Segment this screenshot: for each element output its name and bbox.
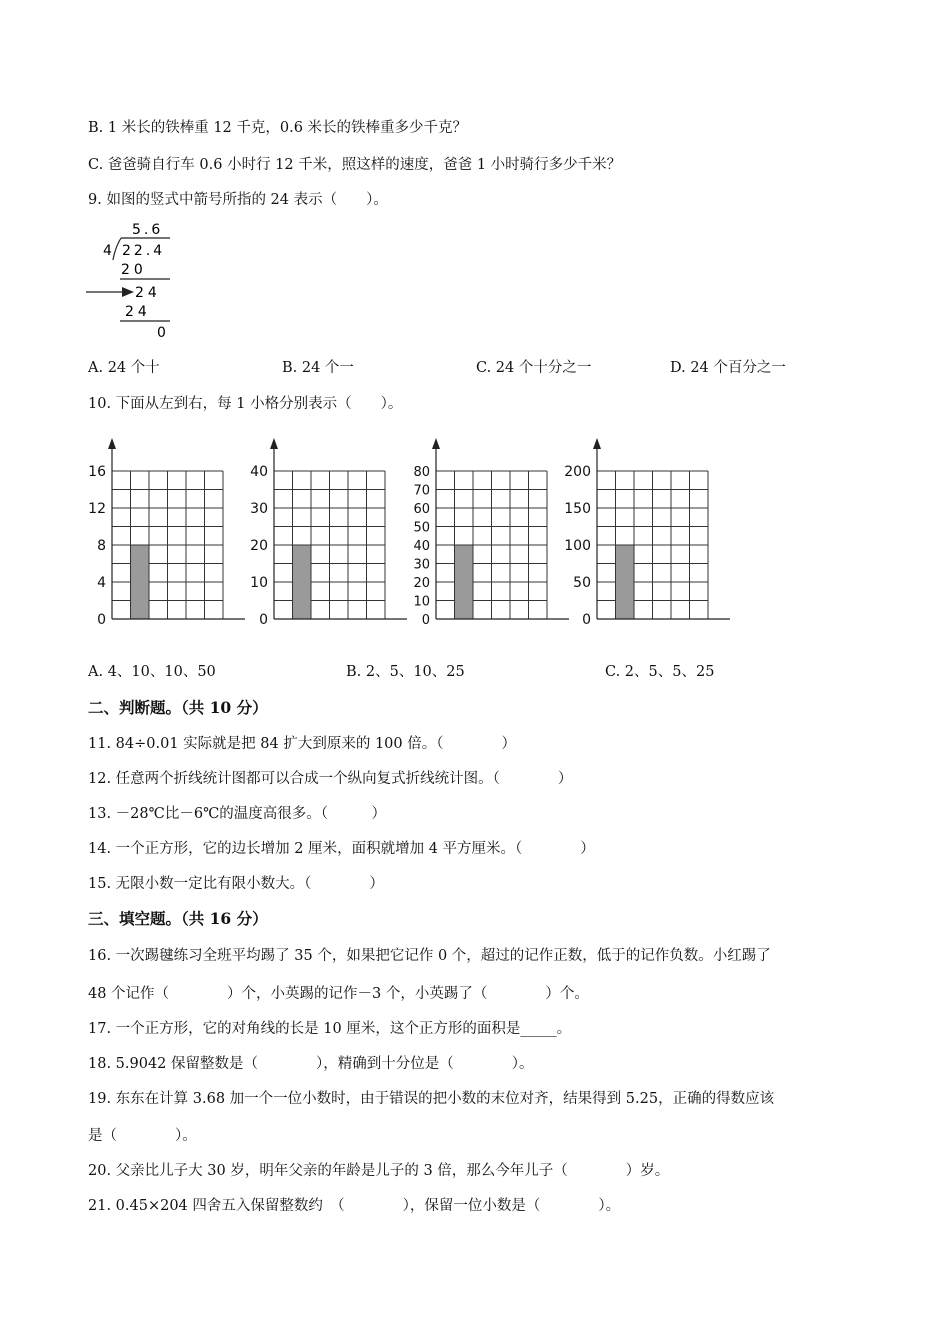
q8-option-c: C. 爸爸骑自行车 0.6 小时行 12 千米，照这样的速度，爸爸 1 小时骑行多少千米？ [88,157,622,173]
q10-option-b: B. 2、5、10、25 [346,664,465,680]
division-quotient: 5.6 [132,222,164,238]
y-tick-label: 0 [259,612,268,628]
q9-option-b: B. 24 个一 [282,360,354,376]
y-tick-label: 70 [413,483,430,499]
y-tick-label: 50 [413,520,430,536]
q11: 11. 84÷0.01 实际就是把 84 扩大到原来的 100 倍。（ ） [88,736,516,752]
q9-option-d: D. 24 个百分之一 [670,360,786,376]
bar [455,545,474,619]
q19-line-1: 19. 东东在计算 3.68 加一个一位小数时，由于错误的把小数的末位对齐，结果得到 5.25，正确的得数应该 [88,1091,775,1107]
bar [293,545,312,619]
grid-bar-charts [0,430,950,630]
arrow-icon [122,287,134,297]
q14: 14. 一个正方形，它的边长增加 2 厘米，面积就增加 4 平方厘米。（ ） [88,841,595,857]
y-tick-label: 80 [413,465,430,480]
division-remainder: 0 [157,325,166,341]
q10-option-a: A. 4、10、10、50 [88,664,216,680]
q16-line-1: 16. 一次踢毽练习全班平均踢了 35 个，如果把它记作 0 个，超过的记作正数，低于的记作负数。小红踢了 [88,948,771,964]
division-bracket [113,238,121,260]
q8-option-b: B. 1 米长的铁棒重 12 千克，0.6 米长的铁棒重多少千克？ [88,120,468,136]
y-axis-arrow-icon [108,438,116,449]
bar [131,545,150,619]
section-2-title: 二、判断题。（共 10 分） [88,698,268,717]
q10-option-c: C. 2、5、5、25 [605,664,715,680]
y-tick-label: 30 [413,557,430,573]
q17: 17. 一个正方形，它的对角线的长是 10 厘米，这个正方形的面积是_____。 [88,1021,572,1037]
y-tick-label: 0 [582,612,591,628]
y-tick-label: 20 [250,538,268,554]
y-tick-label: 16 [88,464,106,480]
division-dividend: 22.4 [122,243,166,259]
y-tick-label: 0 [97,612,106,628]
y-tick-label: 150 [564,501,591,517]
q15: 15. 无限小数一定比有限小数大。（ ） [88,876,384,892]
q16-line-2: 48 个记作（ ）个，小英踢的记作－3 个，小英踢了（ ）个。 [88,986,589,1002]
long-division-figure [84,218,184,342]
y-tick-label: 8 [97,538,106,554]
y-tick-label: 0 [421,613,430,628]
y-axis-arrow-icon [593,438,601,449]
y-tick-label: 10 [413,594,430,610]
y-tick-label: 40 [250,464,268,480]
q9-stem: 9. 如图的竖式中箭号所指的 24 表示（ ）。 [88,192,388,208]
q9-option-a: A. 24 个十 [88,360,160,376]
y-axis-arrow-icon [432,438,440,449]
y-axis-arrow-icon [270,438,278,449]
q18: 18. 5.9042 保留整数是（ ），精确到十分位是（ ）。 [88,1056,534,1072]
q9-option-c: C. 24 个十分之一 [476,360,592,376]
q12: 12. 任意两个折线统计图都可以合成一个纵向复式折线统计图。（ ） [88,771,573,787]
bar [616,545,635,619]
division-step-24: 24 [125,304,151,320]
division-step-24-arrowed: 24 [135,285,161,301]
q19-line-2: 是（ ）。 [88,1128,197,1144]
y-tick-label: 100 [564,538,591,554]
y-tick-label: 12 [88,501,106,517]
y-tick-label: 40 [413,539,430,554]
y-tick-label: 50 [573,575,591,591]
division-step-20: 20 [121,262,147,278]
y-tick-label: 20 [413,576,430,591]
q20: 20. 父亲比儿子大 30 岁，明年父亲的年龄是儿子的 3 倍，那么今年儿子（ ）岁。 [88,1163,670,1179]
y-tick-label: 4 [97,575,106,591]
q13: 13. －28℃比－6℃的温度高很多。（ ） [88,806,387,822]
y-tick-label: 30 [250,501,268,517]
y-tick-label: 200 [564,464,591,480]
division-divisor: 4 [103,243,112,259]
y-tick-label: 10 [250,575,268,591]
q10-stem: 10. 下面从左到右，每 1 小格分别表示（ ）。 [88,396,403,412]
y-tick-label: 60 [413,502,430,517]
section-3-title: 三、填空题。（共 16 分） [88,909,268,928]
q21: 21. 0.45×204 四舍五入保留整数约 （ ），保留一位小数是（ ）。 [88,1198,621,1214]
